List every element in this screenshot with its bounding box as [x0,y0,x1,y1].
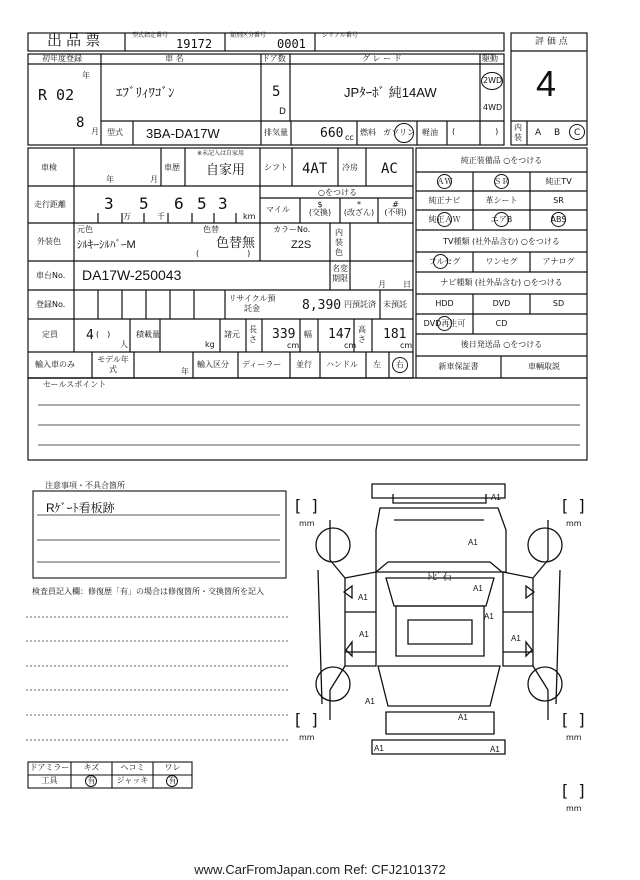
name-change-label: 名変期限 [332,264,348,283]
color-no-label: カラーNo. [273,225,311,234]
capacity-paren: ( ) [96,330,111,339]
import-label: 輸入車のみ [35,360,75,369]
navi-dvd-play-circle [437,316,452,331]
exchange-label: $ (交換) [308,200,332,217]
length-unit: cm [287,341,300,350]
height-unit: cm [400,341,413,350]
later-manual: 車輌取説 [528,362,560,371]
fuel-gas-circle [394,123,414,143]
name-change-month: 月 [378,280,386,289]
tire-fr-bracket: [ ] [562,496,585,515]
class-no: 0001 [277,37,306,51]
interior-b: B [554,128,561,138]
width-unit: cm [344,341,357,350]
recycle-value: 8,390 [302,298,342,313]
circle-note: ○をつける [318,188,357,197]
car-name: ｴﾌﾞﾘｨﾜｺﾞﾝ [116,85,175,100]
equip-sr-circle [494,174,509,189]
later-warranty: 新車保証書 [438,362,479,371]
tv-title: TV種類 (社外品含む) ○をつける [443,237,560,246]
handle-label: ハンドル [326,360,358,369]
equip-sr2: SR [553,196,564,205]
damage-right-front-door: A1 [473,584,483,593]
exterior-color-label: 外装色 [37,237,61,246]
dims-label: 諸元 [224,330,240,339]
navi-dvd: DVD [492,299,511,308]
tire-fl-bracket: [ ] [295,496,318,515]
navi-dvd-play: DVD再生可 [423,319,466,328]
width-label: 幅 [304,330,312,339]
shift-value: 4AT [302,161,328,177]
mileage-sen: 千 [157,212,165,221]
tv-analog: アナログ [542,257,575,266]
navi-sd: SD [552,299,565,308]
damage-back-door: A1 [458,713,468,722]
tire-rl-mm: mm [299,733,315,742]
form-title: 出 品 票 [47,32,101,49]
height: 181 [383,327,407,342]
mileage-d3: 6 [174,194,184,213]
length: 339 [272,327,296,342]
equip-sr: ＳＲ [493,177,510,186]
mileage-unit: km [243,212,256,221]
year-unit: 年 [82,71,90,80]
fuel-diesel: 軽油 [422,128,438,137]
fuel-label: 燃料 [360,128,376,137]
color-change: 色替無 [216,235,256,250]
car-diagram [318,484,560,754]
door-label: ドア数 [262,54,286,63]
model: 3BA-DA17W [146,126,220,141]
mileage-d2: 5 [139,194,149,213]
tools-r1: 有 [87,776,96,785]
damage-windshield-chip: ﾄﾋﾞ石 [427,572,452,583]
tire-spare-mm: mm [566,804,582,813]
tools-r2: ジャッキ [116,776,149,785]
type-no: 19172 [176,37,213,51]
orig-color: ｼﾙｷｰｼﾙﾊﾞｰM [77,239,136,251]
tools-h1: キズ [83,763,100,772]
damage-left-rear-fender: A1 [365,697,375,706]
type-no-label: 型式指定番号 [132,32,169,39]
drive-4wd: 4WD [483,103,503,112]
tire-fr-mm: mm [566,519,582,528]
tools-r1-circle [85,775,97,787]
grade: JPﾀｰﾎﾞ 純14AW [344,85,437,100]
mileage-d4: 5 [197,194,207,213]
door-count: 5 [272,84,281,100]
unknown-label: # (不明) [384,200,407,217]
tv-oneseg: ワンセグ [485,257,518,266]
history-value: 自家用 [206,162,246,177]
damage-rear-bumper-right: A1 [490,745,500,754]
equip-title: 純正装備品 ○をつける [460,156,543,165]
mileage-d1: 3 [104,194,114,213]
fuel-other: ( ) [452,127,499,136]
tire-rl-bracket: [ ] [295,710,318,729]
tools-h3: ワレ [164,763,181,772]
shaken-month: 月 [150,175,158,184]
damage-left-front-door: A1 [358,593,368,602]
length-label: 長さ [249,325,257,344]
interior-c: C [574,128,581,138]
equip-genuine-aw: 純正ＡＷ [428,215,461,224]
mile-label: マイル [266,205,290,214]
parallel-option: 並行 [296,360,312,369]
import-type-label: 輸入区分 [197,360,229,369]
equip-abs-circle [551,212,566,227]
orig-color-label: 元色 [77,225,93,234]
interior-a: A [535,128,542,138]
shaken-label: 車検 [41,163,57,172]
color-change-label: 色替 [203,225,219,234]
drive-2wd: 2WD [483,76,503,85]
width: 147 [328,327,352,342]
dealer-option: ディーラー [242,360,282,369]
grade-label: グ レ ー ド [362,54,402,63]
door-suffix: D [279,107,286,117]
tv-fullseg: フルセグ [428,257,461,266]
first-reg-label: 初年度登録 [42,54,82,63]
color-paren: ( ) [196,249,251,258]
damage-rear-bumper-left: A1 [374,744,384,753]
load-label: 積載量 [136,330,160,339]
damage-left-rear-door: A1 [359,630,369,639]
drive-2wd-circle [481,72,503,90]
model-year-unit: 年 [181,367,189,376]
equip-aw: ＡＷ [436,177,453,186]
interior-c-circle [569,124,585,140]
mileage-d5: 3 [218,194,228,213]
history-note: ※未記入は自家用 [197,150,245,157]
later-title: 後日発送品 ○をつける [460,340,543,349]
car-name-label: 車 名 [165,54,184,63]
equip-abs: ABS [550,215,567,224]
tv-fullseg-circle [433,254,448,269]
disp-unit: cc [345,133,354,142]
interior-label-1: 内 [514,123,522,132]
notes-text: Rｹﾞｰﾄ看板跡 [46,501,115,515]
chassis-label: 車台No. [36,271,66,280]
tire-rr-bracket: [ ] [562,710,585,729]
history-label: 車歴 [164,163,180,172]
score-label: 評 価 点 [535,37,568,47]
navi-title: ナビ種類 (社外品含む) ○をつける [440,278,563,287]
reg-label: 登録No. [36,300,66,309]
equip-airbag-circle [494,212,509,227]
handle-right: 右 [396,360,404,369]
class-no-label: 類別区分番号 [230,32,267,39]
serial-label: シリアル番号 [322,32,358,39]
equip-airbag: エアB [490,215,513,224]
recycle-label: リサイクル預託金 [228,294,276,313]
load-unit: kg [205,340,215,349]
damage-hood: A1 [468,538,478,547]
color-no: Z2S [291,239,312,251]
damage-front-bumper: A1 [491,493,501,502]
navi-cd: CD [495,319,508,328]
tools-h2: ヘコミ [120,763,145,772]
disp-label: 排気量 [264,128,288,137]
int-color-label: 内装色 [335,228,343,257]
tire-fl-mm: mm [299,519,315,528]
damage-right-pillar: A1 [484,612,494,621]
month-unit: 月 [91,127,99,136]
first-reg-year: R 02 [38,86,75,104]
recycle-unit: 円預託済 [344,300,376,309]
shaken-year: 年 [106,175,114,184]
mileage-man: 万 [123,212,131,221]
inspector-label: 検査員記入欄：修復歴「有」の場合は修復箇所・交換箇所を記入 [32,587,264,596]
tools-r3-circle [166,775,178,787]
tools-r0: 工具 [41,776,58,785]
capacity-unit: 人 [120,340,128,349]
tools-r3: 有 [168,776,177,785]
notes-label: 注意事項・不具合箇所 [45,481,125,490]
drive-label: 駆動 [482,54,498,63]
tools-h0: ドアミラー [29,763,70,772]
tire-rr-mm: mm [566,733,582,742]
overall-score: 4 [536,63,557,104]
equip-navi: 純正ナビ [428,196,461,205]
height-label: 高さ [358,325,366,344]
name-change-day: 日 [403,280,411,289]
chassis-no: DA17W-250043 [82,267,182,283]
navi-hdd: HDD [435,299,454,308]
model-year-label: モデル年式 [97,355,129,374]
displacement: 660 [320,126,344,141]
first-reg-month: 8 [76,115,85,131]
shift-label: シフト [264,163,288,172]
recycle-unpaid: 未預託 [383,300,407,309]
fuel-gasoline: ガソリン [383,128,415,137]
equip-tv: 純正TV [545,177,572,186]
tamper-label: * (改ざん) [343,200,375,217]
capacity: 4 [86,328,94,343]
model-label: 型式 [107,128,123,137]
interior-label-2: 装 [514,133,522,142]
handle-left: 左 [373,360,381,369]
capacity-label: 定員 [42,330,58,339]
sales-label: セールスポイント [43,380,107,389]
tire-spare-bracket: [ ] [562,781,585,800]
mileage-label: 走行距離 [34,200,66,209]
footer-ref: www.CarFromJapan.com Ref: CFJ2101372 [194,862,446,877]
cool-label: 冷房 [342,163,358,172]
handle-right-circle [392,357,408,373]
equip-aw-circle [437,174,452,189]
cool-value: AC [381,161,398,177]
damage-right-rear-door: A1 [511,634,521,643]
equip-genuine-aw-circle [437,212,452,227]
equip-leather: 革シート [485,196,518,205]
